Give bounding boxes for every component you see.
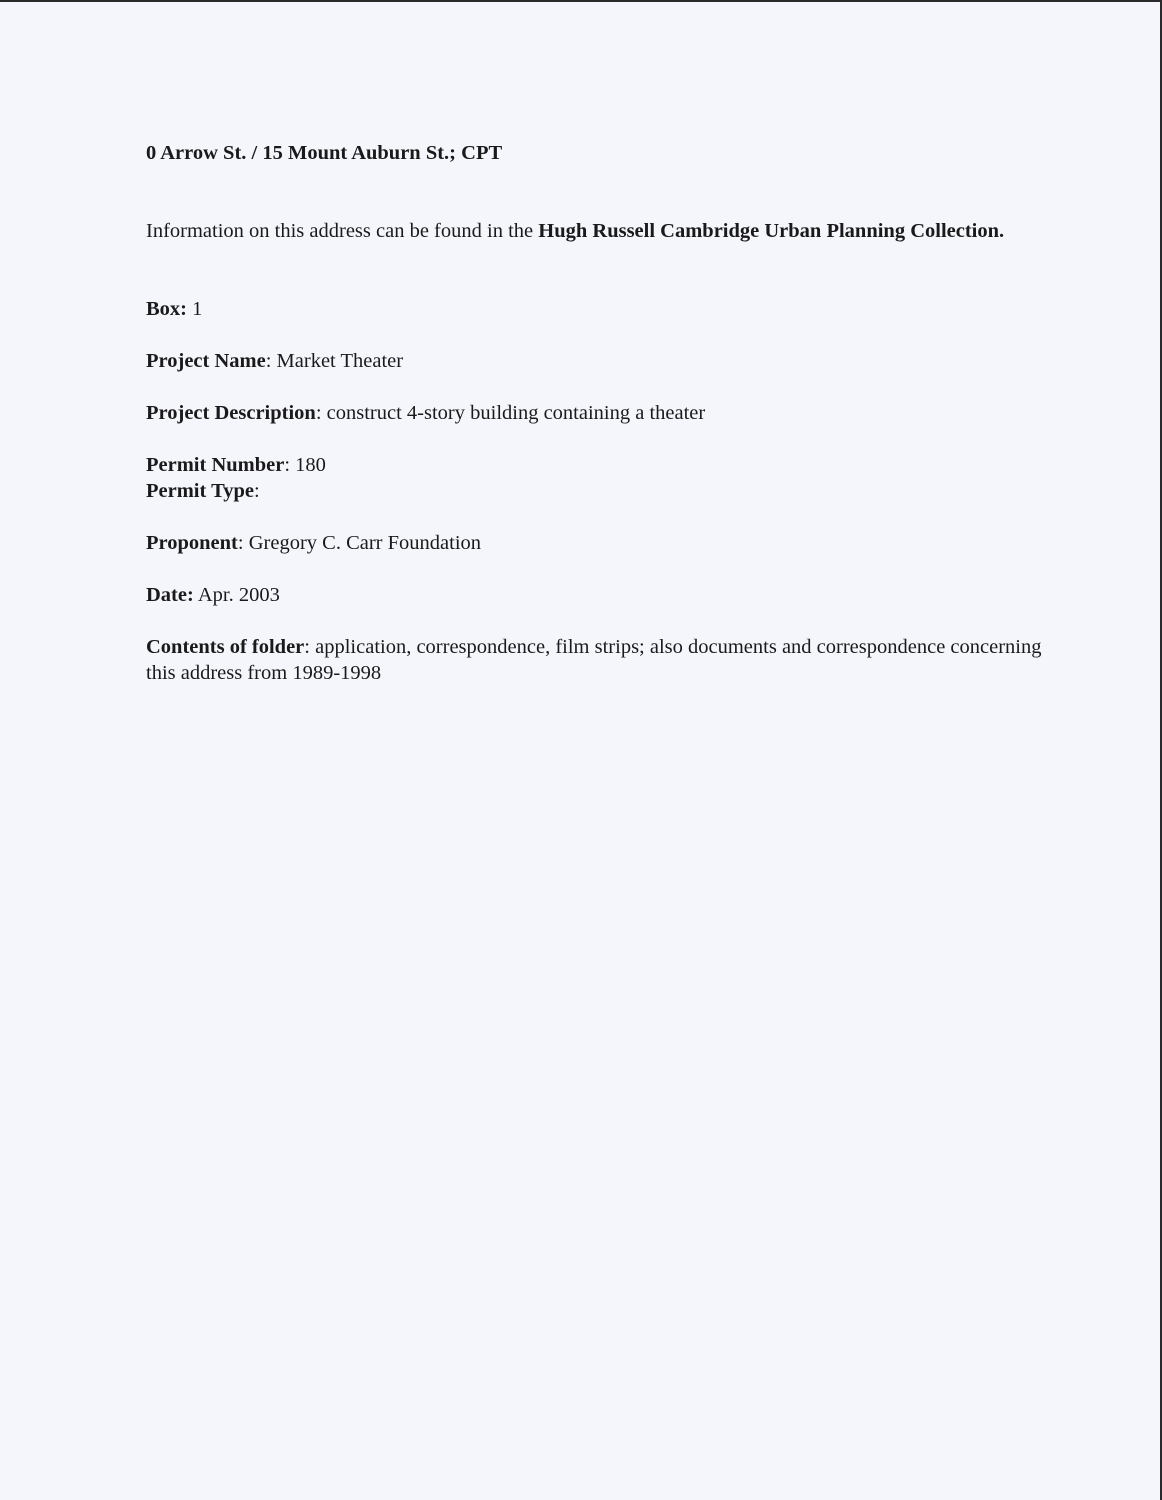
box-value: 1 xyxy=(192,298,203,320)
document-content xyxy=(146,140,1046,686)
permit-number-label: Permit Number xyxy=(146,454,285,476)
project-description-label: Project Description xyxy=(146,402,316,424)
date-value: Apr. 2003 xyxy=(197,584,280,606)
permit-type-label: Permit Type xyxy=(146,480,254,502)
project-description-value: construct 4-story building containing a theater xyxy=(326,402,706,424)
permit-number-value: 180 xyxy=(295,454,326,476)
permit-type-field: Permit Type: xyxy=(146,480,260,502)
box-label: Box: xyxy=(146,298,187,320)
date-field xyxy=(146,582,1046,608)
proponent-value: Gregory C. Carr Foundation xyxy=(248,532,482,554)
collection-name: Hugh Russell Cambridge Urban Planning Collection. xyxy=(538,220,1005,242)
project-name-label: Project Name xyxy=(146,350,266,372)
contents-field: Contents of folder: application, correspondence, film strips; also documents and correspondence concerning this address from 1989-1998 xyxy=(146,636,1042,684)
contents-label: Contents of folder xyxy=(146,636,305,658)
permit-number-field: Permit Number: 180 xyxy=(146,454,326,476)
box-field xyxy=(146,296,1046,322)
contents-value: application, correspondence, film strips; also documents and correspondence concerning this address from 1989-1998 xyxy=(146,636,1042,684)
project-name-value: Market Theater xyxy=(276,350,404,372)
address-title: 0 Arrow St. / 15 Mount Auburn St.; CPT xyxy=(146,142,503,164)
date-label: Date: xyxy=(146,584,194,606)
proponent-field: Proponent: Gregory C. Carr Foundation xyxy=(146,532,482,554)
collection-intro xyxy=(146,218,1046,244)
project-description-field: Project Description: construct 4-story building containing a theater xyxy=(146,402,706,424)
intro-text: Information on this address can be found in the xyxy=(146,220,534,242)
proponent-label: Proponent xyxy=(146,532,238,554)
project-name-field: Project Name: Market Theater xyxy=(146,350,404,372)
